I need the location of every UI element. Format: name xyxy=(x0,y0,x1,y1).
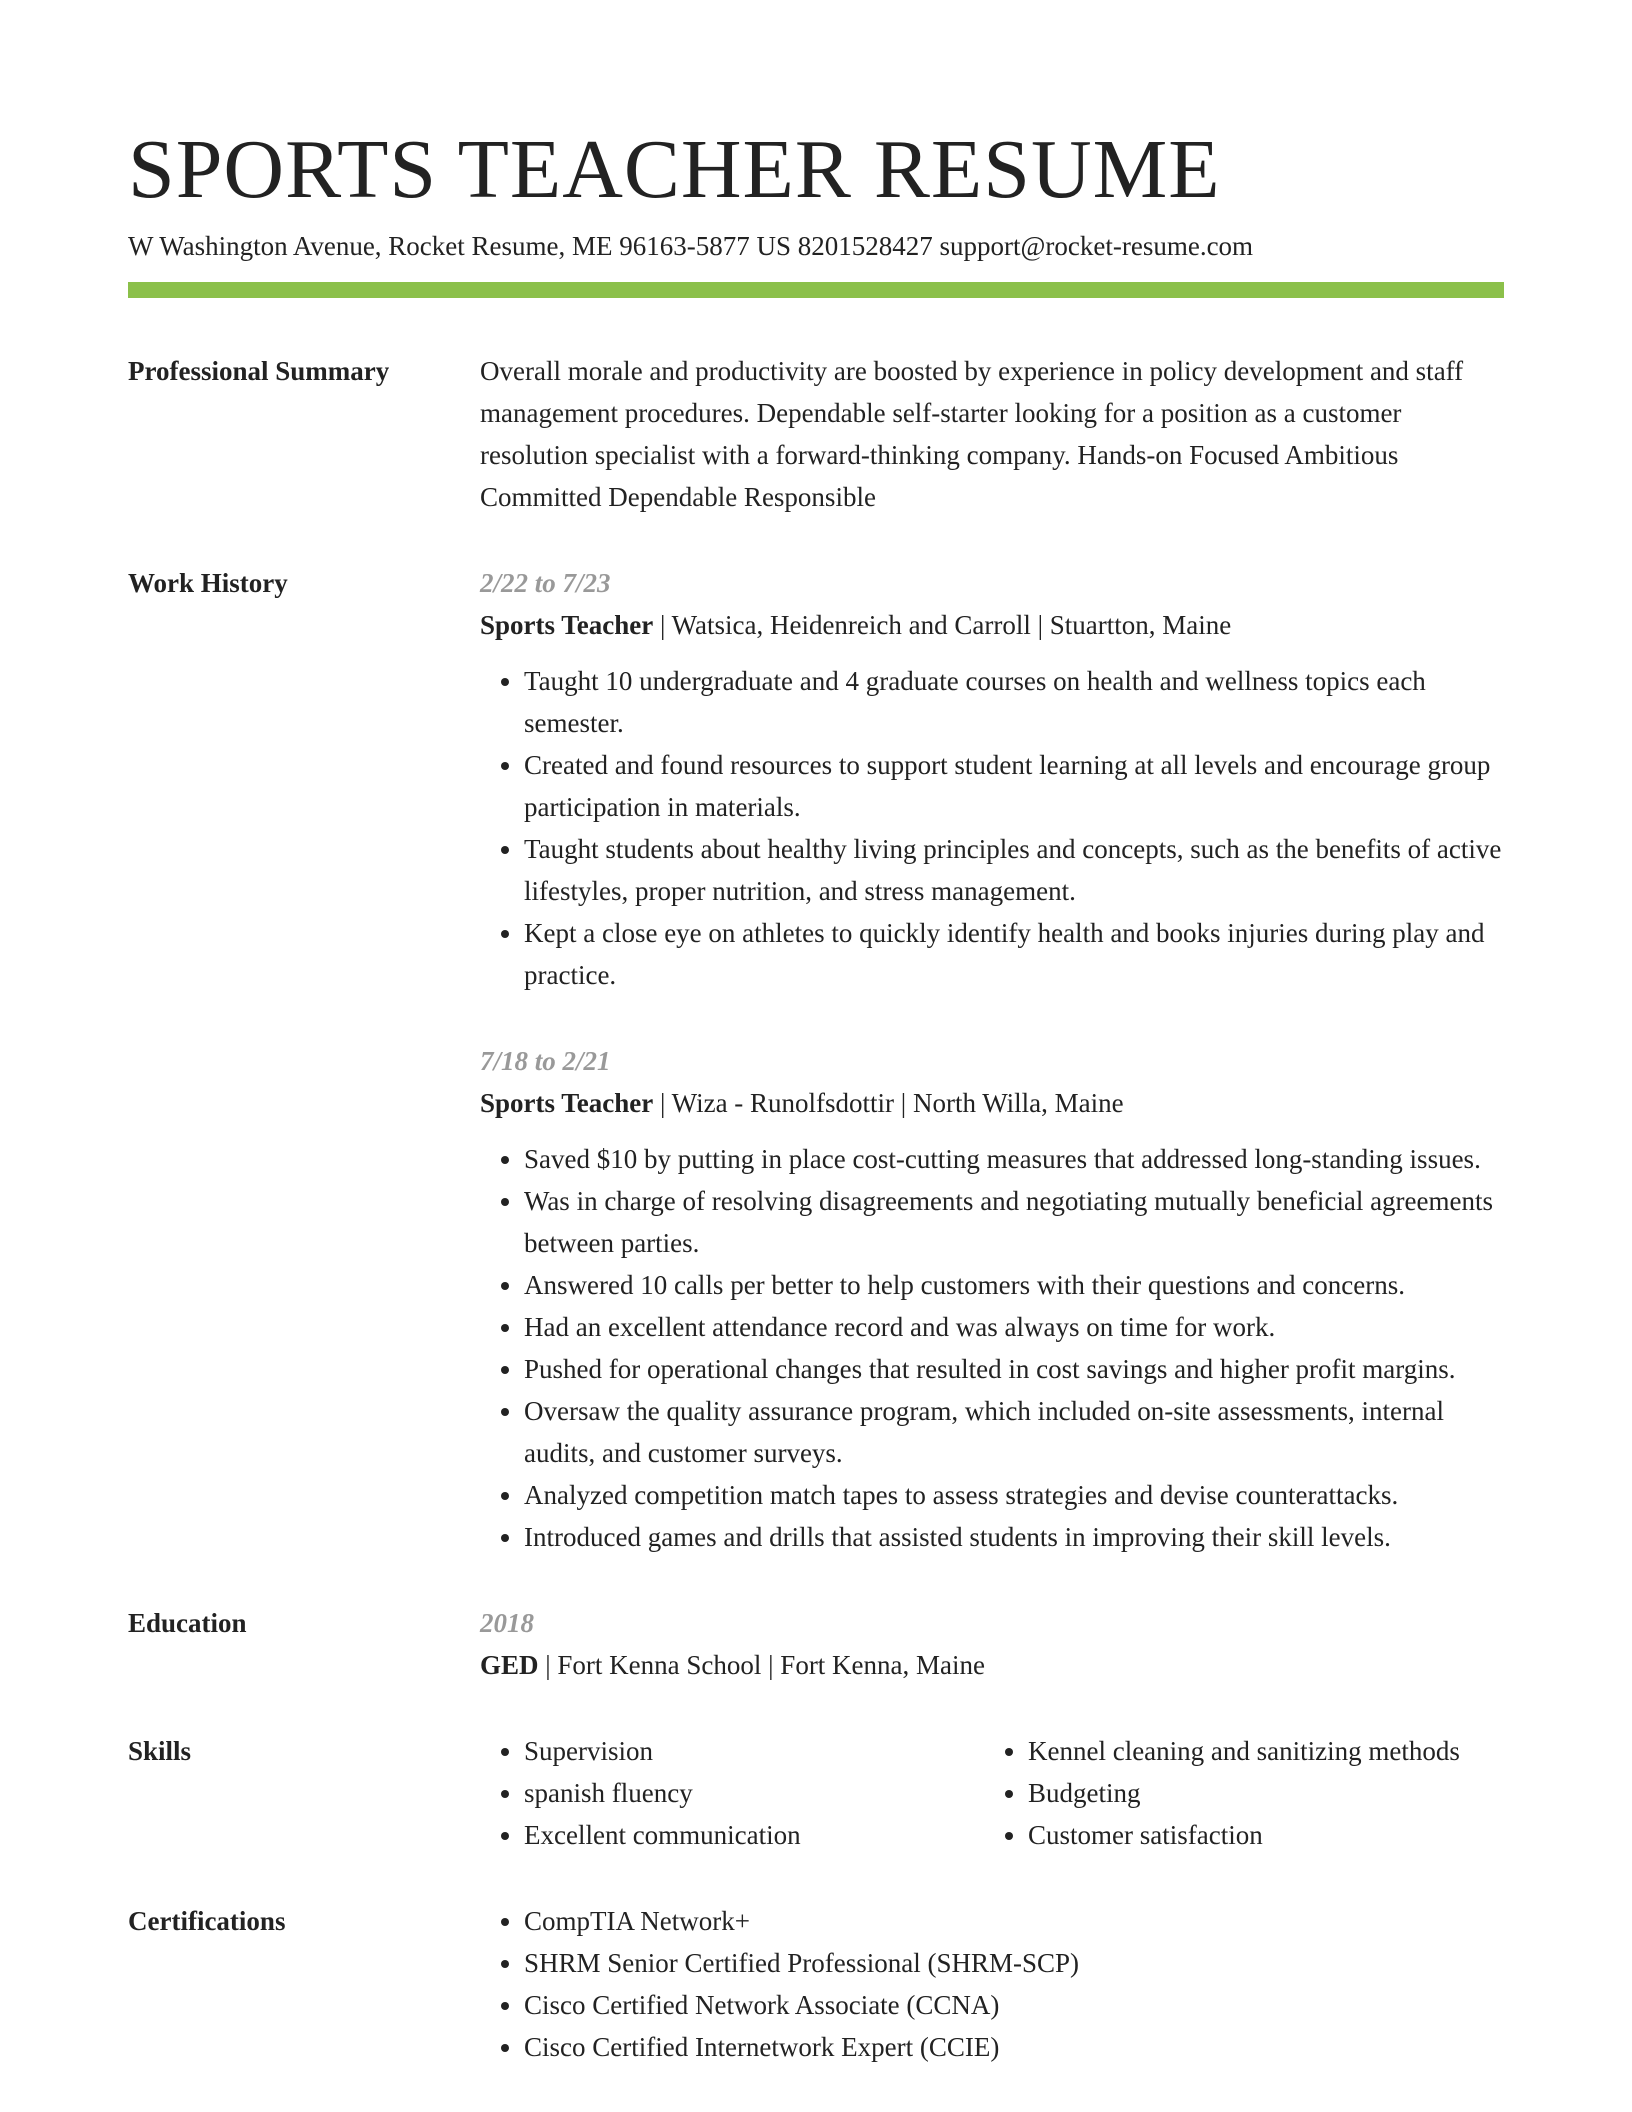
skills-section xyxy=(128,1730,1504,1856)
skills-body xyxy=(480,1730,1548,1856)
list-item: • Customer satisfaction xyxy=(1028,1814,1548,1856)
list-item: • Analyzed competition match tapes to assess strategies and devise counterattacks. xyxy=(524,1474,1504,1516)
work-history-heading: Work History xyxy=(128,568,288,598)
list-item: • Supervision xyxy=(524,1730,984,1772)
resume-page xyxy=(128,120,1504,2068)
job-entry xyxy=(480,1040,1504,1558)
certifications-list xyxy=(480,1900,1504,2068)
job-entry xyxy=(480,562,1504,996)
education-heading: Education xyxy=(128,1608,247,1638)
skills-list-left xyxy=(480,1730,984,1856)
job-dates: 7/18 to 2/21 xyxy=(480,1046,611,1076)
list-item: • spanish fluency xyxy=(524,1772,984,1814)
contact-address: W Washington Avenue, Rocket Resume, ME 96163-5877 US xyxy=(128,231,792,261)
skills-heading: Skills xyxy=(128,1736,192,1766)
education-section xyxy=(128,1602,1504,1686)
list-item: • Kept a close eye on athletes to quickly identify health and books injuries during play and practice. xyxy=(524,912,1504,996)
summary-heading: Professional Summary xyxy=(128,356,390,386)
summary-section xyxy=(128,350,1504,518)
list-item: • Pushed for operational changes that resulted in cost savings and higher profit margins. xyxy=(524,1348,1504,1390)
certifications-section xyxy=(128,1900,1504,2068)
list-item: • Had an excellent attendance record and was always on time for work. xyxy=(524,1306,1504,1348)
work-history-section xyxy=(128,562,1504,1558)
list-item: • Budgeting xyxy=(1028,1772,1548,1814)
list-item: • Introduced games and drills that assisted students in improving their skill levels. xyxy=(524,1516,1504,1558)
education-year: 2018 xyxy=(480,1608,534,1638)
list-item: • Saved $10 by putting in place cost-cutting measures that addressed long-standing issues. xyxy=(524,1138,1504,1180)
job-title: Sports Teacher xyxy=(480,610,654,640)
list-item: • Created and found resources to support student learning at all levels and encourage group participation in materials. xyxy=(524,744,1504,828)
contact-email: support@rocket-resume.com xyxy=(939,231,1254,261)
job-title: Sports Teacher xyxy=(480,1088,654,1118)
list-item: • Cisco Certified Network Associate (CCNA) xyxy=(524,1984,1504,2026)
list-item: • SHRM Senior Certified Professional (SHRM-SCP) xyxy=(524,1942,1504,1984)
list-item: • CompTIA Network+ xyxy=(524,1900,1504,1942)
list-item: • Cisco Certified Internetwork Expert (CCIE) xyxy=(524,2026,1504,2068)
contact-phone: 8201528427 xyxy=(797,231,933,261)
work-history-body xyxy=(480,562,1504,1558)
education-line xyxy=(480,1644,1504,1686)
list-item: • Was in charge of resolving disagreements and negotiating mutually beneficial agreements between parties. xyxy=(524,1180,1504,1264)
job-role-line xyxy=(480,604,1504,646)
summary-text: Overall morale and productivity are boosted by experience in policy development and staff management procedures. Dependable self-starter looking for a position as a customer resolution specialist with a forward-thinking company. Hands-on Focused Ambitious Committed Dependable Responsible xyxy=(480,356,1464,512)
job-employer: | Wiza - Runolfsdottir | North Willa, Maine xyxy=(653,1088,1124,1118)
education-school: | Fort Kenna School | Fort Kenna, Maine xyxy=(538,1650,986,1680)
job-bullets xyxy=(480,660,1504,996)
job-role-line xyxy=(480,1082,1504,1124)
skills-list-right xyxy=(984,1730,1548,1856)
contact-line xyxy=(128,226,1504,266)
job-dates: 2/22 to 7/23 xyxy=(480,568,611,598)
certifications-heading: Certifications xyxy=(128,1906,286,1936)
certifications-body xyxy=(480,1900,1504,2068)
list-item: • Answered 10 calls per better to help customers with their questions and concerns. xyxy=(524,1264,1504,1306)
header-divider xyxy=(128,282,1504,298)
job-bullets xyxy=(480,1138,1504,1558)
list-item: • Excellent communication xyxy=(524,1814,984,1856)
list-item: • Oversaw the quality assurance program, which included on-site assessments, internal audits, and customer surveys. xyxy=(524,1390,1504,1474)
resume-title: SPORTS TEACHER RESUME xyxy=(128,123,1221,216)
list-item: • Taught students about healthy living principles and concepts, such as the benefits of active lifestyles, proper nutrition, and stress management. xyxy=(524,828,1504,912)
list-item: • Taught 10 undergraduate and 4 graduate courses on health and wellness topics each semester. xyxy=(524,660,1504,744)
education-body xyxy=(480,1602,1504,1686)
job-employer: | Watsica, Heidenreich and Carroll | Stuartton, Maine xyxy=(653,610,1232,640)
education-degree: GED xyxy=(480,1650,539,1680)
list-item: • Kennel cleaning and sanitizing methods xyxy=(1028,1730,1548,1772)
